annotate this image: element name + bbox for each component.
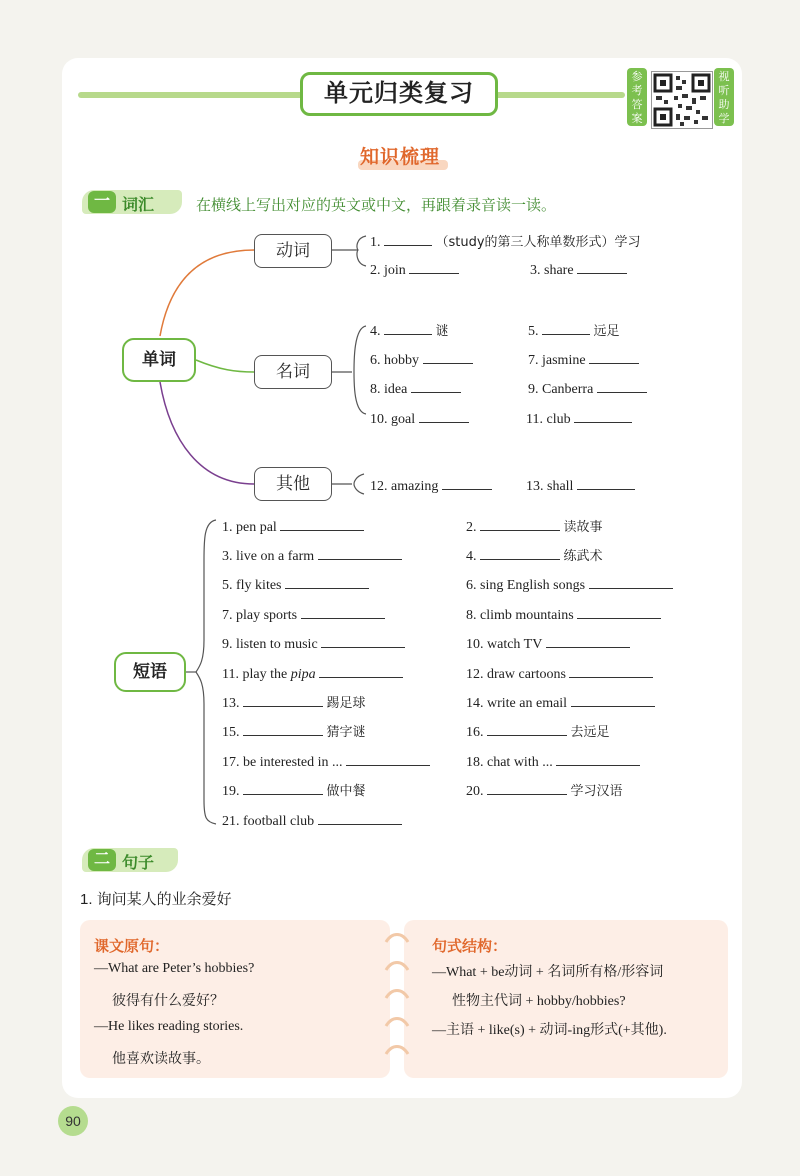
answer-blank[interactable] bbox=[384, 320, 432, 335]
vocab-item: 10. goal bbox=[370, 408, 469, 428]
phrase-item: 16. 去远足 bbox=[466, 721, 610, 741]
other-node: 其他 bbox=[254, 467, 332, 501]
answer-blank[interactable] bbox=[442, 475, 492, 490]
vocab-number: 一 bbox=[88, 191, 116, 213]
answer-blank[interactable] bbox=[569, 663, 653, 678]
answer-blank[interactable] bbox=[243, 721, 323, 736]
answer-blank[interactable] bbox=[318, 545, 402, 560]
words-root-node: 单词 bbox=[122, 338, 196, 382]
answer-blank[interactable] bbox=[243, 780, 323, 795]
answer-blank[interactable] bbox=[480, 545, 560, 560]
phrase-item: 17. be interested in ... bbox=[222, 751, 430, 771]
vocab-item: 8. idea bbox=[370, 378, 461, 398]
phrase-brace-bottom bbox=[196, 672, 216, 824]
question-heading: 1. 询问某人的业余爱好 bbox=[80, 891, 232, 908]
vocab-label: 词汇 bbox=[122, 197, 155, 214]
phrase-item: 2. 读故事 bbox=[466, 516, 603, 536]
phrase-item: 6. sing English songs bbox=[466, 574, 673, 594]
answer-blank[interactable] bbox=[321, 633, 405, 648]
answer-blank[interactable] bbox=[542, 320, 590, 335]
phrase-item: 3. live on a farm bbox=[222, 545, 402, 565]
vocab-item: 12. amazing bbox=[370, 475, 492, 495]
phrase-item: 14. write an email bbox=[466, 692, 655, 712]
answer-blank[interactable] bbox=[319, 663, 403, 678]
answer-blank[interactable] bbox=[487, 780, 567, 795]
phrase-item: 1. pen pal bbox=[222, 516, 364, 536]
noun-branch-line bbox=[196, 360, 254, 372]
answer-blank[interactable] bbox=[243, 692, 323, 707]
phrase-item: 9. listen to music bbox=[222, 633, 405, 653]
vocab-instruction: 在横线上写出对应的英文或中文，再跟着录音读一读。 bbox=[196, 197, 557, 214]
binder-rings bbox=[384, 930, 410, 1070]
answer-blank[interactable] bbox=[577, 475, 635, 490]
structure-line: 性物主代词 + hobby/hobbies? bbox=[452, 994, 626, 1009]
answer-blank[interactable] bbox=[556, 751, 640, 766]
answer-blank[interactable] bbox=[411, 378, 461, 393]
vocab-item: 3. share bbox=[530, 259, 627, 279]
phrase-item: 19. 做中餐 bbox=[222, 780, 366, 800]
answer-blank[interactable] bbox=[577, 259, 627, 274]
structure-title: 句式结构： bbox=[432, 938, 508, 955]
phrase-item: 18. chat with ... bbox=[466, 751, 640, 771]
answer-blank[interactable] bbox=[597, 378, 647, 393]
answer-blank[interactable] bbox=[280, 516, 364, 531]
vocab-item: 4. 谜 bbox=[370, 320, 449, 340]
phrase-item: 13. 踢足球 bbox=[222, 692, 366, 712]
verb-node: 动词 bbox=[254, 234, 332, 268]
phrase-brace-top bbox=[196, 520, 216, 672]
vocab-item: 5. 远足 bbox=[528, 320, 620, 340]
phrase-item: 21. football club bbox=[222, 810, 402, 830]
vocab-item: 13. shall bbox=[526, 475, 635, 495]
answer-blank[interactable] bbox=[419, 408, 469, 423]
answer-blank[interactable] bbox=[546, 633, 630, 648]
verb-branch-line bbox=[160, 250, 254, 336]
answer-blank[interactable] bbox=[285, 574, 369, 589]
original-line: —What are Peter’s hobbies? bbox=[94, 961, 255, 976]
original-line: 彼得有什么爱好？ bbox=[112, 993, 224, 1009]
structure-line: —主语 + like(s) + 动词-ing形式(+其他). bbox=[432, 1023, 667, 1038]
answer-blank[interactable] bbox=[589, 349, 639, 364]
verb-brace bbox=[357, 236, 366, 266]
answer-blank[interactable] bbox=[487, 721, 567, 736]
vocab-item: 7. jasmine bbox=[528, 349, 639, 369]
phrase-item: 8. climb mountains bbox=[466, 604, 661, 624]
phrase-item: 10. watch TV bbox=[466, 633, 630, 653]
vocab-item: 2. join bbox=[370, 259, 459, 279]
other-branch-line bbox=[160, 382, 254, 484]
phrase-item: 11. play the pipa bbox=[222, 663, 403, 683]
vocab-item: 6. hobby bbox=[370, 349, 473, 369]
structure-line: —What + be动词 + 名词所有格/形容词 bbox=[432, 965, 664, 980]
original-title: 课文原句： bbox=[94, 938, 170, 955]
answer-tag[interactable]: 参考答案 bbox=[627, 68, 647, 126]
answer-blank[interactable] bbox=[589, 574, 673, 589]
answer-blank[interactable] bbox=[301, 604, 385, 619]
answer-blank[interactable] bbox=[384, 231, 432, 246]
phrase-item: 7. play sports bbox=[222, 604, 385, 624]
audio-tag[interactable]: 视听助学 bbox=[714, 68, 734, 126]
vocab-item: 11. club bbox=[526, 408, 632, 428]
section-title: 知识梳理 bbox=[360, 147, 441, 168]
phrase-item: 5. fly kites bbox=[222, 574, 369, 594]
original-line: —He likes reading stories. bbox=[94, 1019, 244, 1034]
answer-blank[interactable] bbox=[318, 810, 402, 825]
other-brace bbox=[354, 474, 364, 494]
original-line: 他喜欢读故事。 bbox=[112, 1051, 210, 1067]
answer-blank[interactable] bbox=[480, 516, 560, 531]
phrase-item: 15. 猜字谜 bbox=[222, 721, 366, 741]
noun-node: 名词 bbox=[254, 355, 332, 389]
unit-title: 单元归类复习 bbox=[300, 72, 498, 116]
sentence-number: 二 bbox=[88, 849, 116, 871]
answer-blank[interactable] bbox=[574, 408, 632, 423]
answer-blank[interactable] bbox=[346, 751, 430, 766]
vocab-item: 1. （study的第三人称单数形式）学习 bbox=[370, 231, 641, 251]
answer-blank[interactable] bbox=[423, 349, 473, 364]
vocab-item: 9. Canberra bbox=[528, 378, 647, 398]
phrases-root-node: 短语 bbox=[114, 652, 186, 692]
phrase-item: 12. draw cartoons bbox=[466, 663, 653, 683]
answer-blank[interactable] bbox=[409, 259, 459, 274]
phrase-item: 4. 练武术 bbox=[466, 545, 603, 565]
sentence-label: 句子 bbox=[122, 855, 155, 872]
page-number: 90 bbox=[58, 1106, 88, 1136]
noun-brace bbox=[354, 326, 366, 414]
phrase-item: 20. 学习汉语 bbox=[466, 780, 623, 800]
answer-blank[interactable] bbox=[571, 692, 655, 707]
answer-blank[interactable] bbox=[577, 604, 661, 619]
